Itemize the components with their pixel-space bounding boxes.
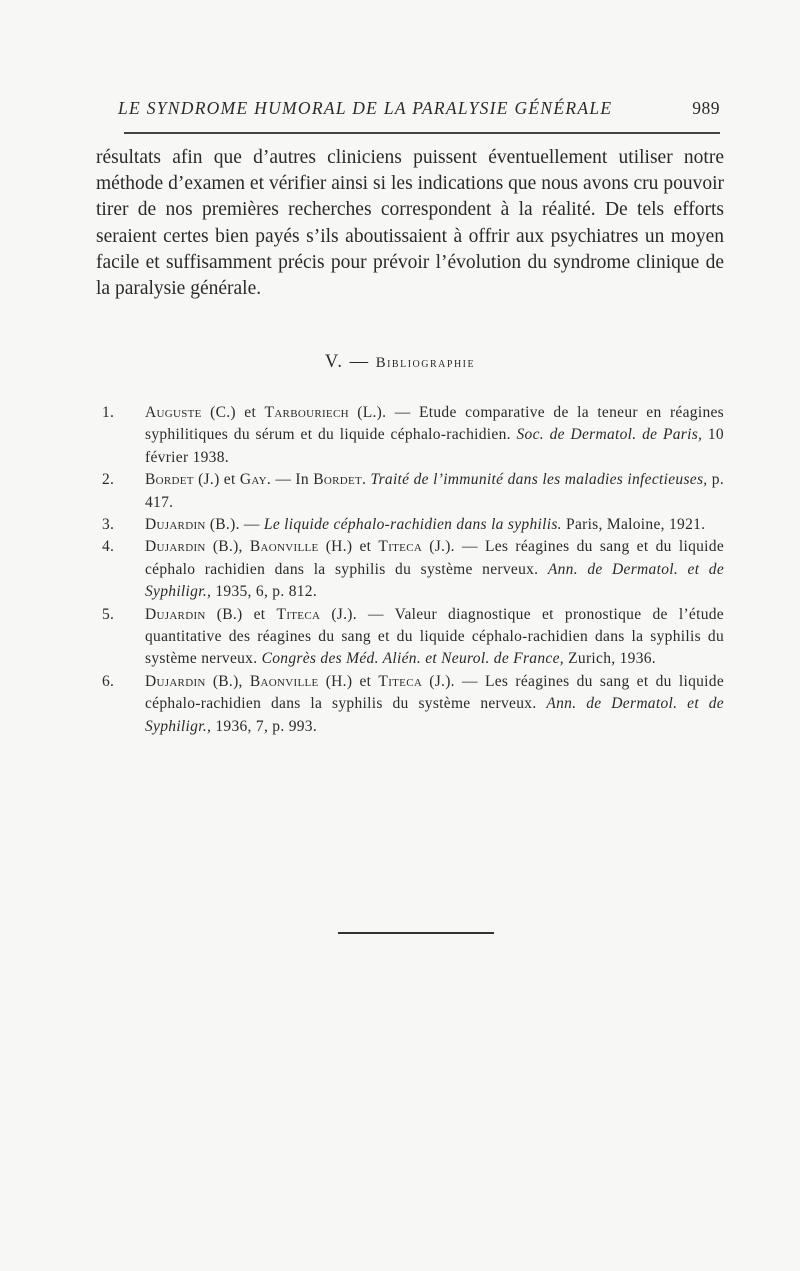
author-name: Tarbouriech	[264, 404, 349, 421]
reference-segment: p. 417.	[145, 471, 724, 511]
reference-text	[145, 671, 724, 738]
author-name: Auguste	[145, 404, 202, 421]
section-heading	[0, 352, 800, 373]
publication-title: Traité de l’immunité dans les maladies infectieuses,	[370, 471, 708, 489]
reference-segment: (L.). — Etude comparative de la teneur en réagines syphilitiques du sérum et du liquide céphalo-rachidien.	[145, 404, 724, 444]
reference-text	[145, 469, 724, 514]
reference-segment: 10 février 1938.	[145, 426, 724, 466]
section-dash: —	[349, 352, 370, 372]
reference-number: 1.	[102, 404, 115, 421]
reference-segment: 1935, 6, p. 812.	[211, 583, 318, 601]
reference-segment: (J.). — Les réagines du sang et du liquide céphalo-rachidien dans la syphilis du système nerveux.	[145, 672, 725, 713]
author-name: Dujardin	[145, 516, 206, 534]
reference-item	[102, 402, 724, 469]
author-name: Bordet	[145, 471, 194, 489]
reference-segment: 1936, 7, p. 993.	[211, 717, 318, 735]
reference-number: 4.	[102, 538, 115, 556]
author-name: Bordet	[313, 471, 363, 489]
body-paragraph: résultats afin que d’autres cliniciens puissent éventuellement utiliser notre méthode d’examen et vérifier ainsi si les indications que nous avons cru pouvoir tirer de nos premières recherches correspondent à la réalité. De tels efforts seraient certes bien payés s’ils aboutissaient à offrir aux psychiatres un moyen facile et suffisamment précis pour prévoir l’évolution du syndrome clinique de la paralysie générale.	[96, 147, 724, 300]
reference-segment: (H.) et	[318, 672, 379, 690]
reference-segment: (B.),	[205, 538, 250, 556]
publication-title: Congrès des Méd. Alién. et Neurol. de France,	[261, 650, 564, 668]
reference-number: 6.	[102, 672, 115, 690]
author-name: Titeca	[378, 538, 423, 556]
author-name: Baonville	[249, 672, 319, 690]
author-name: Dujardin	[145, 672, 206, 690]
reference-text	[145, 402, 724, 469]
reference-item	[102, 469, 724, 514]
reference-item	[102, 671, 724, 738]
end-rule	[338, 932, 494, 934]
section-number: V.	[324, 352, 344, 372]
running-header	[118, 98, 720, 119]
publication-title: Soc. de Dermatol. de Paris,	[516, 426, 703, 444]
reference-text	[145, 604, 724, 671]
reference-segment: (B.),	[205, 672, 250, 690]
reference-item	[102, 514, 724, 536]
section-title: Bibliographie	[375, 355, 476, 371]
reference-text	[145, 536, 724, 603]
reference-segment: (C.) et	[201, 404, 265, 421]
author-name: Dujardin	[145, 538, 206, 556]
reference-segment: Paris, Maloine, 1921.	[561, 516, 706, 534]
reference-segment: (J.) et	[193, 471, 240, 489]
author-name: Gay	[239, 471, 267, 489]
reference-segment: (B.). —	[205, 516, 264, 534]
running-title: LE SYNDROME HUMORAL DE LA PARALYSIE GÉNÉRALE	[118, 98, 613, 118]
reference-segment: (J.). — Les réagines du sang et du liquide céphalo rachidien dans la syphilis du système nerveux.	[145, 538, 725, 578]
publication-title: Ann. de Dermatol. et de Syphiligr.,	[145, 695, 724, 735]
reference-segment: .	[362, 471, 371, 489]
reference-item	[102, 604, 724, 671]
author-name: Dujardin	[145, 605, 206, 623]
publication-title: Le liquide céphalo-rachidien dans la syphilis.	[263, 516, 562, 534]
header-rule	[124, 132, 720, 134]
reference-item	[102, 536, 724, 603]
bibliography-list	[102, 402, 724, 738]
author-name: Titeca	[276, 605, 321, 623]
reference-segment: Zurich, 1936.	[563, 650, 656, 668]
reference-segment: . — In	[266, 471, 314, 489]
author-name: Baonville	[249, 538, 319, 556]
reference-segment: (H.) et	[318, 538, 379, 556]
reference-number: 2.	[102, 471, 115, 489]
publication-title: Ann. de Dermatol. et de Syphiligr.,	[145, 560, 725, 601]
reference-number: 5.	[102, 605, 115, 623]
author-name: Titeca	[378, 672, 423, 690]
reference-segment: (B.) et	[205, 605, 277, 623]
page-number: 989	[692, 98, 720, 118]
reference-number: 3.	[102, 516, 115, 534]
reference-segment: (J.). — Valeur diagnostique et pronostique de l’étude quantitative des réagines du sang et du liquide céphalo-rachidien dans la syphilis du système nerveux.	[145, 605, 724, 668]
reference-text	[145, 514, 724, 536]
